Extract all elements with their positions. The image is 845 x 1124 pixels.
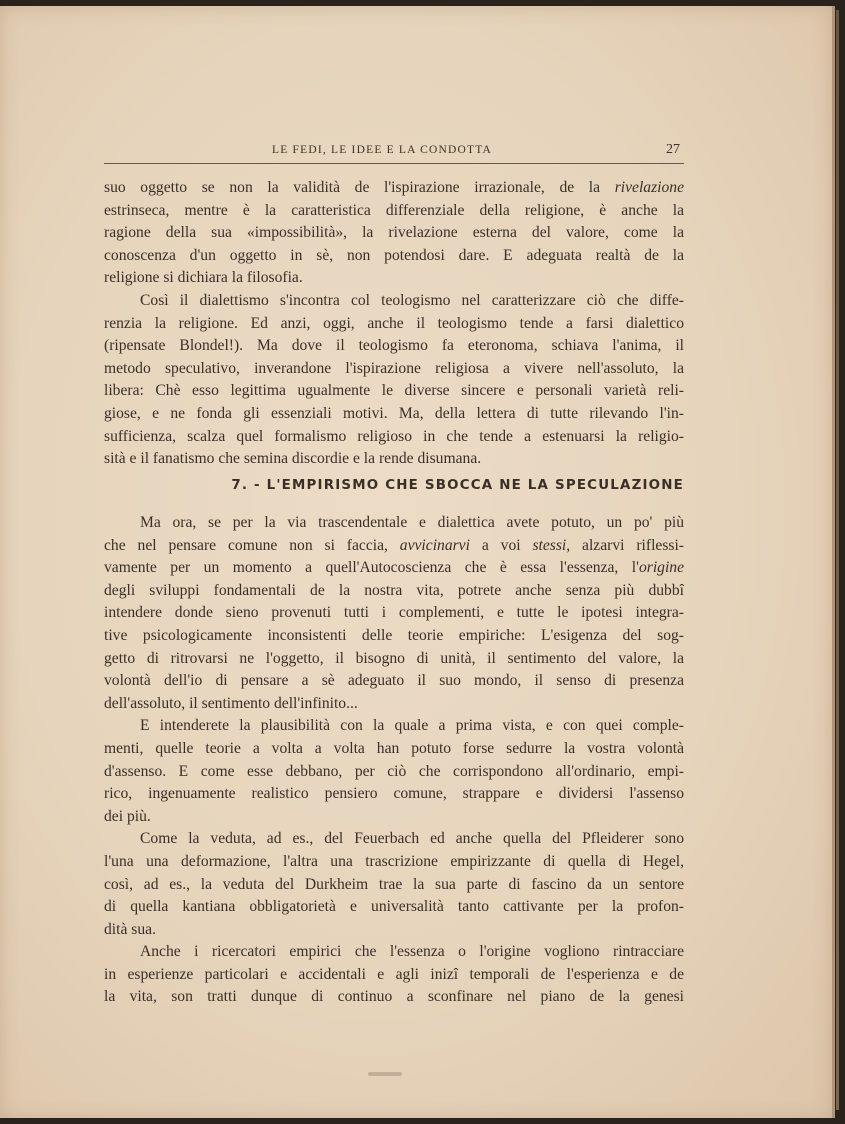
text-line: suo oggetto se non la validità de l'ispirazione irrazionale, de la rivelazione — [104, 179, 684, 196]
text-line: E intenderete la plausibilità con la quale a prima vista, e con quei comple- — [140, 717, 684, 735]
text-line: di quella kantiana obbligatorietà e universalità tanto cattivante per la profon- — [104, 898, 684, 916]
text-line: menti, quelle teorie a volta a volta han potuto forse sedurre la vostra volontà — [104, 739, 684, 757]
text-line: metodo speculativo, inverandone l'ispirazione religiosa a vivere nell'assoluto, la — [104, 359, 684, 377]
text-line: rico, ingenuamente realistico pensiero comune, strappare e dividersi l'assenso — [104, 785, 684, 803]
text-line: volontà dell'io di pensare a sè adeguato il suo mondo, il senso di presenza — [104, 672, 684, 690]
text-line: libera: Chè esso legittima ugualmente le diverse sincere e personali varietà reli- — [104, 382, 684, 400]
paragraph — [104, 290, 684, 471]
text-line: Così il dialettismo s'incontra col teologismo nel caratterizzare ciò che diffe- — [140, 291, 684, 309]
section-2-text — [104, 512, 684, 1009]
text-line: dità sua. — [104, 920, 156, 938]
text-line: tive psicologicamente inconsistenti delle teorie empiriche: L'esigenza del sog- — [104, 626, 684, 644]
scan-border — [0, 1118, 845, 1124]
paragraph — [104, 828, 684, 941]
text-line: renzia la religione. Ed anzi, oggi, anche il teologismo tende a farsi dialettico — [104, 314, 684, 332]
italic-term: stessi — [532, 536, 567, 554]
running-head-title: LE FEDI, LE IDEE E LA CONDOTTA — [272, 144, 493, 156]
text-line: religione si dichiara la filosofia. — [104, 269, 303, 287]
text-line: Anche i ricercatori empirici che l'essenza o l'origine vogliono rintracciare — [140, 943, 684, 961]
text-line: ragione della sua «impossibilità», la rivelazione esterna del valore, come la — [104, 224, 684, 242]
page-edge — [836, 10, 839, 1110]
section-heading: 7. - L'EMPIRISMO CHE SBOCCA NE LA SPECULAZIONE — [231, 478, 684, 493]
text-line: vamente per un momento a quell'Autocoscienza che è essa l'essenza, l'origine — [104, 559, 684, 577]
text-line: che nel pensare comune non si faccia, avvicinarvi a voi stessi, alzarvi riflessi- — [104, 536, 684, 554]
text-line: (ripensate Blondel!). Ma dove il teologismo fa eteronoma, schiava l'anima, il — [104, 337, 684, 355]
text-line: sità e il fanatismo che semina discordie e la rende disumana. — [104, 450, 482, 468]
text-line: dell'assoluto, il sentimento dell'infinito... — [104, 694, 358, 712]
section-1-text — [104, 177, 684, 471]
header-rule — [104, 163, 684, 164]
paragraph — [104, 715, 684, 828]
paragraph — [104, 941, 684, 1009]
text-line: sufficienza, scalza quel formalismo religioso in che tende a estenuarsi la religio- — [104, 427, 684, 445]
text-line: intendere donde sieno provenuti tutti i complementi, e tutte le ipotesi integra- — [104, 604, 684, 622]
text-line: la vita, son tratti dunque di continuo a sconfinare nel piano de la genesi — [104, 988, 684, 1006]
italic-term: avvicinarvi — [399, 536, 470, 554]
ink-smudge — [368, 1072, 402, 1076]
text-line: Ma ora, se per la via trascendentale e dialettica avete potuto, un po' più — [140, 514, 684, 531]
text-line: l'una una deformazione, l'altra una trascrizione empirizzante di quella di Hegel, — [104, 852, 684, 870]
running-head — [104, 142, 684, 160]
text-line: d'assenso. E come esse debbano, per ciò che corrispondono all'ordinario, empi- — [104, 762, 684, 780]
text-line: così, ad es., la veduta del Durkheim trae la sua parte di fascino da un sentore — [104, 875, 684, 893]
text-line: degli sviluppi fondamentali de la nostra vita, potrete anche senza più dubbî — [104, 581, 684, 599]
text-line: getto di ritrovarsi ne l'oggetto, il bisogno di unità, il sentimento del valore, la — [104, 649, 684, 667]
italic-term: origine — [638, 559, 684, 577]
page-number: 27 — [666, 142, 680, 157]
text-line: estrinseca, mentre è la caratteristica differenziale della religione, è anche la — [104, 201, 684, 219]
text-line: conoscenza d'un oggetto in sè, non potendosi dare. E adeguata realtà de la — [104, 246, 684, 264]
paragraph — [104, 177, 684, 290]
paragraph — [104, 512, 684, 715]
text-line: in esperienze particolari e accidentali e agli inizî temporali de l'esperienza e de — [104, 965, 684, 983]
text-line: Come la veduta, ad es., del Feuerbach ed anche quella del Pfleiderer sono — [140, 830, 684, 848]
italic-term: rivelazione — [614, 179, 684, 196]
text-line: giose, e ne fonda gli essenziali motivi. Ma, della lettera di tutte rilevando l'in- — [104, 404, 684, 422]
text-line: dei più. — [104, 807, 151, 825]
